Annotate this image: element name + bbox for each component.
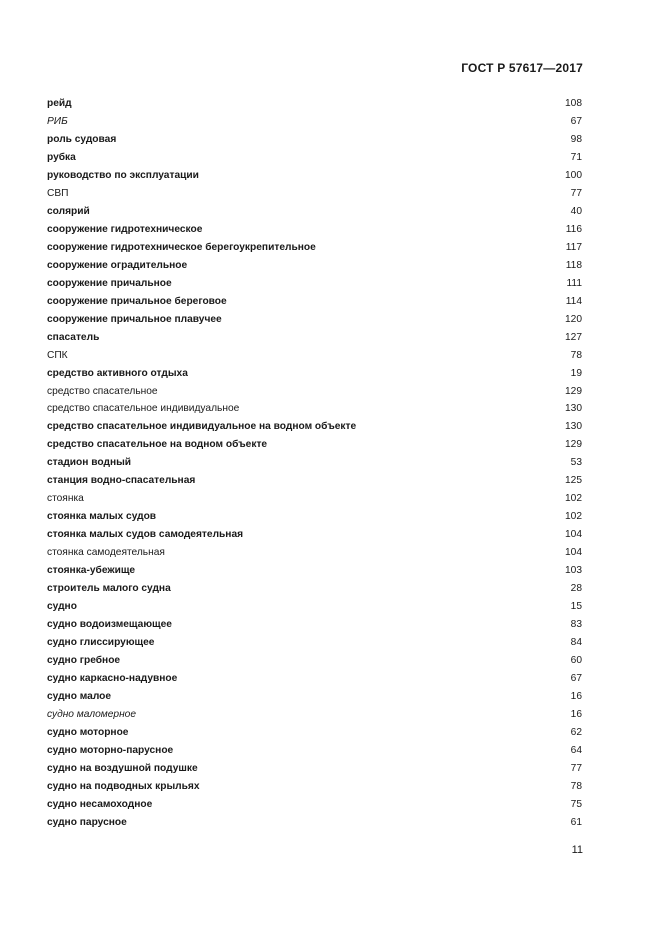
page-number: 11	[571, 844, 583, 856]
index-term: сооружение гидротехническое	[47, 223, 203, 235]
index-term: средство спасательное индивидуальное на водном объекте	[47, 421, 357, 433]
index-entry	[47, 383, 582, 401]
index-term: стоянка	[47, 493, 84, 505]
index-entry	[47, 131, 582, 149]
index-term: рейд	[47, 98, 72, 109]
index-page-ref: 130	[565, 421, 582, 433]
index-term: судно несамоходное	[47, 798, 153, 810]
index-term: судно на подводных крыльях	[47, 780, 200, 792]
index-page-ref: 77	[570, 762, 582, 774]
index-entry	[47, 400, 582, 418]
index-term: сооружение гидротехническое берегоукрепительное	[47, 241, 316, 253]
index-page-ref: 19	[570, 367, 582, 379]
index-term: судно моторное	[47, 726, 129, 738]
index-entry	[47, 796, 582, 814]
index-entry	[47, 580, 582, 598]
index-entry	[47, 490, 582, 508]
index-term: спасатель	[47, 331, 100, 343]
index-page-ref: 78	[570, 349, 582, 361]
index-page-ref: 108	[565, 98, 582, 109]
index-page-ref: 67	[570, 115, 582, 127]
index-term: средство активного отдыха	[47, 367, 188, 379]
index-page-ref: 102	[565, 511, 582, 523]
index-entry	[47, 760, 582, 778]
index-entry	[47, 634, 582, 652]
index-page-ref: 16	[570, 690, 582, 702]
index-entry	[47, 311, 582, 329]
index-page-ref: 111	[566, 277, 582, 289]
index-page-ref: 100	[565, 169, 582, 181]
index-term: судно парусное	[47, 816, 127, 828]
index-page-ref: 125	[565, 475, 582, 487]
index-entry	[47, 239, 582, 257]
index-term: РИБ	[47, 115, 68, 127]
index-page-ref: 77	[570, 187, 582, 199]
index-entry	[47, 454, 582, 472]
index-entry	[47, 688, 582, 706]
index-term: судно глиссирующее	[47, 637, 155, 649]
index-entry	[47, 275, 582, 293]
term-index	[47, 95, 582, 832]
index-entry	[47, 598, 582, 616]
index-term: судно моторно-парусное	[47, 744, 174, 756]
index-term: сооружение оградительное	[47, 259, 188, 271]
index-term: судно	[47, 601, 77, 613]
index-entry	[47, 329, 582, 347]
index-entry	[47, 742, 582, 760]
index-page-ref: 62	[570, 726, 582, 738]
index-entry	[47, 652, 582, 670]
index-entry	[47, 724, 582, 742]
index-entry	[47, 526, 582, 544]
index-entry	[47, 149, 582, 167]
index-entry	[47, 257, 582, 275]
index-page-ref: 60	[570, 655, 582, 667]
index-term: руководство по эксплуатации	[47, 169, 199, 181]
index-term: сооружение причальное береговое	[47, 295, 227, 307]
index-page-ref: 102	[565, 493, 582, 505]
index-term: солярий	[47, 205, 90, 217]
index-term: средство спасательное на водном объекте	[47, 439, 268, 451]
index-term: стоянка самодеятельная	[47, 547, 165, 559]
index-term: стадион водный	[47, 457, 132, 469]
index-page-ref: 16	[570, 708, 582, 720]
index-page-ref: 129	[565, 439, 582, 451]
index-page-ref: 116	[565, 223, 582, 235]
index-entry	[47, 562, 582, 580]
index-page-ref: 64	[570, 744, 582, 756]
index-term: судно водоизмещающее	[47, 619, 172, 631]
index-page-ref: 71	[570, 151, 582, 163]
index-page-ref: 127	[565, 331, 582, 343]
index-page-ref: 67	[570, 673, 582, 684]
index-entry	[47, 670, 582, 688]
index-term: средство спасательное индивидуальное	[47, 403, 240, 415]
index-term: строитель малого судна	[47, 583, 171, 595]
index-entry	[47, 221, 582, 239]
index-entry	[47, 347, 582, 365]
index-entry	[47, 778, 582, 796]
index-entry	[47, 544, 582, 562]
index-page-ref: 114	[565, 295, 582, 307]
index-entry	[47, 95, 582, 113]
index-entry	[47, 365, 582, 383]
index-term: сооружение причальное плавучее	[47, 313, 222, 325]
index-entry	[47, 185, 582, 203]
index-entry	[47, 113, 582, 131]
index-entry	[47, 472, 582, 490]
index-term: роль судовая	[47, 133, 117, 145]
index-term: рубка	[47, 151, 76, 163]
index-page-ref: 84	[570, 637, 582, 649]
index-term: судно каркасно-надувное	[47, 673, 178, 684]
index-entry	[47, 706, 582, 724]
index-page-ref: 15	[570, 601, 582, 613]
index-page-ref: 40	[570, 205, 582, 217]
index-term: стоянка малых судов	[47, 511, 157, 523]
index-page-ref: 117	[565, 241, 582, 253]
index-term: средство спасательное	[47, 385, 158, 397]
index-entry	[47, 508, 582, 526]
index-term: стоянка малых судов самодеятельная	[47, 529, 244, 541]
index-term: судно на воздушной подушке	[47, 762, 198, 774]
index-term: СВП	[47, 187, 69, 199]
index-term: судно гребное	[47, 655, 121, 667]
index-term: судно малое	[47, 690, 112, 702]
index-entry	[47, 418, 582, 436]
index-entry	[47, 616, 582, 634]
index-page-ref: 129	[565, 385, 582, 397]
index-entry	[47, 814, 582, 832]
index-page-ref: 53	[570, 457, 582, 469]
index-entry	[47, 167, 582, 185]
index-page-ref: 130	[565, 403, 582, 415]
index-page-ref: 104	[565, 547, 582, 559]
index-page-ref: 83	[570, 619, 582, 631]
index-entry	[47, 293, 582, 311]
index-term: сооружение причальное	[47, 277, 172, 289]
index-page-ref: 28	[570, 583, 582, 595]
index-term: станция водно-спасательная	[47, 475, 196, 487]
index-page-ref: 103	[565, 565, 582, 577]
index-page-ref: 98	[570, 133, 582, 145]
index-entry	[47, 436, 582, 454]
index-page-ref: 120	[565, 313, 582, 325]
index-page-ref: 104	[565, 529, 582, 541]
index-term: судно маломерное	[47, 708, 137, 720]
index-page-ref: 75	[570, 798, 582, 810]
index-term: СПК	[47, 349, 68, 361]
index-entry	[47, 203, 582, 221]
index-term: стоянка-убежище	[47, 565, 136, 577]
index-page-ref: 118	[565, 259, 582, 271]
index-page-ref: 78	[570, 780, 582, 792]
index-page-ref: 61	[570, 816, 582, 828]
document-header: ГОСТ Р 57617—2017	[461, 61, 583, 75]
